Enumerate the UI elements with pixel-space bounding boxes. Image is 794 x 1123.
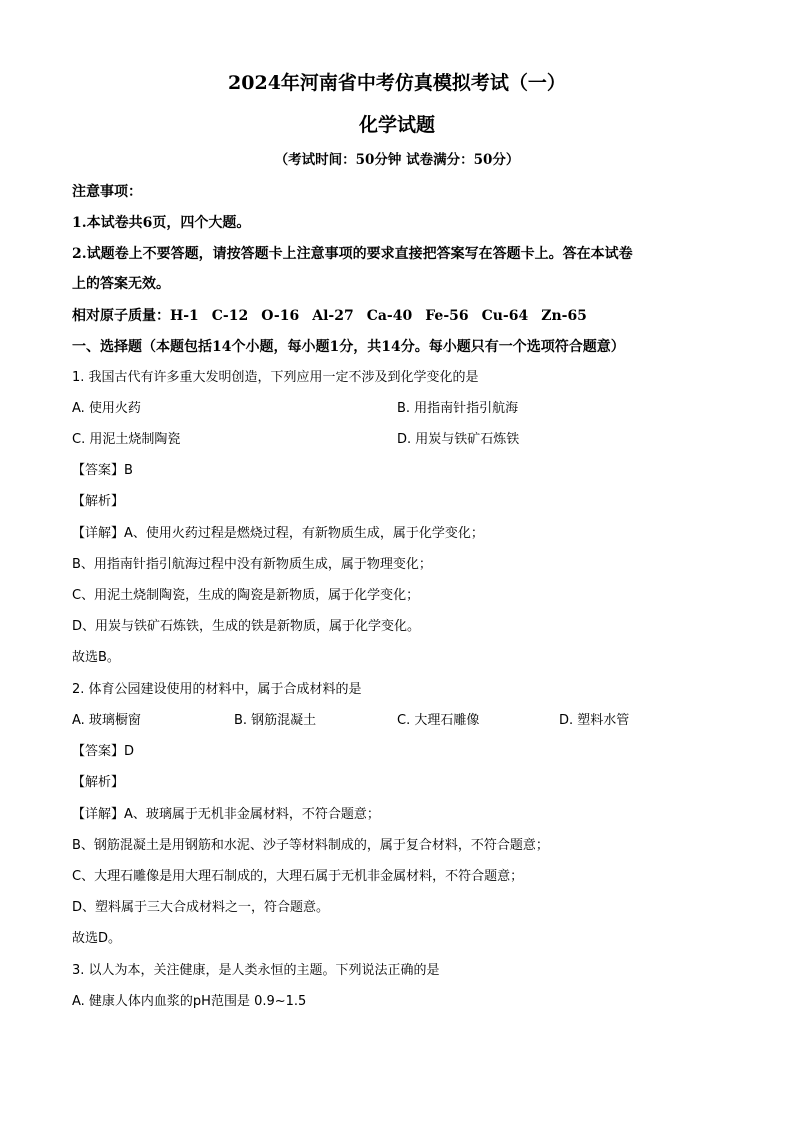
question-1-answer: 【答案】B: [72, 463, 133, 478]
atomic-mass-item: H-1: [170, 308, 199, 324]
notes-item-2-line-1: 2.试题卷上不要答题，请按答题卡上注意事项的要求直接把答案写在答题卡上。答在本试卷: [72, 246, 633, 262]
notes-item-1: 1.本试卷共6页，四个大题。: [72, 215, 251, 231]
question-1-detail: B、用指南针指引航海过程中没有新物质生成，属于物理变化；: [72, 557, 432, 572]
page-title: 2024年河南省中考仿真模拟考试（一）: [228, 72, 566, 94]
question-2-option-d: D. 塑料水管: [559, 713, 630, 728]
page-subtitle: 化学试题: [358, 114, 435, 136]
atomic-mass-line: [72, 306, 600, 326]
question-1-analysis: 【解析】: [72, 494, 125, 509]
atomic-mass-item: Cu-64: [481, 308, 529, 324]
question-2-option-c: C. 大理石雕像: [397, 713, 480, 728]
exam-info: （考试时间：50分钟 试卷满分：50分）: [274, 152, 520, 168]
question-2-option-b: B. 钢筋混凝土: [234, 713, 317, 728]
question-1-detail: C、用泥土烧制陶瓷，生成的陶瓷是新物质，属于化学变化；: [72, 588, 420, 603]
atomic-mass-item: Zn-65: [541, 308, 587, 324]
question-2-conclusion: 故选D。: [72, 931, 122, 946]
atomic-mass-item: O-16: [261, 308, 300, 324]
question-1-option-c: C. 用泥土烧制陶瓷: [72, 432, 181, 447]
atomic-mass-item: C-12: [211, 308, 249, 324]
atomic-mass-item: Al-27: [312, 308, 354, 324]
question-2-stem: 2. 体育公园建设使用的材料中，属于合成材料的是: [72, 682, 362, 697]
atomic-mass-item: Ca-40: [366, 308, 413, 324]
question-1-conclusion: 故选B。: [72, 650, 120, 665]
question-3-stem: 3. 以人为本，关注健康，是人类永恒的主题。下列说法正确的是: [72, 963, 440, 978]
question-2-detail: B、钢筋混凝土是用钢筋和水泥、沙子等材料制成的，属于复合材料，不符合题意；: [72, 838, 549, 853]
question-1-stem: 1. 我国古代有许多重大发明创造，下列应用一定不涉及到化学变化的是: [72, 370, 479, 385]
question-2-detail: 【详解】A、玻璃属于无机非金属材料，不符合题意；: [72, 807, 380, 822]
notes-heading: 注意事项：: [72, 184, 142, 200]
question-2-option-a: A. 玻璃橱窗: [72, 713, 141, 728]
question-3-option-a: A. 健康人体内血浆的pH范围是 0.9~1.5: [72, 994, 307, 1009]
question-2-analysis: 【解析】: [72, 775, 125, 790]
section-heading: 一、选择题（本题包括14个小题，每小题1分，共14分。每小题只有一个选项符合题意）: [72, 339, 625, 355]
question-2-detail: D、塑料属于三大合成材料之一，符合题意。: [72, 900, 330, 915]
question-1-option-d: D. 用炭与铁矿石炼铁: [397, 432, 520, 447]
atomic-mass-label: 相对原子质量：: [72, 308, 170, 324]
question-1-detail: 【详解】A、使用火药过程是燃烧过程，有新物质生成，属于化学变化；: [72, 526, 484, 541]
question-1-option-b: B. 用指南针指引航海: [397, 401, 519, 416]
question-2-answer: 【答案】D: [72, 744, 135, 759]
question-1-option-a: A. 使用火药: [72, 401, 141, 416]
atomic-mass-item: Fe-56: [425, 308, 469, 324]
notes-item-2-line-2: 上的答案无效。: [72, 276, 170, 292]
question-2-detail: C、大理石雕像是用大理石制成的，大理石属于无机非金属材料，不符合题意；: [72, 869, 524, 884]
question-1-detail: D、用炭与铁矿石炼铁，生成的铁是新物质，属于化学变化。: [72, 619, 421, 634]
